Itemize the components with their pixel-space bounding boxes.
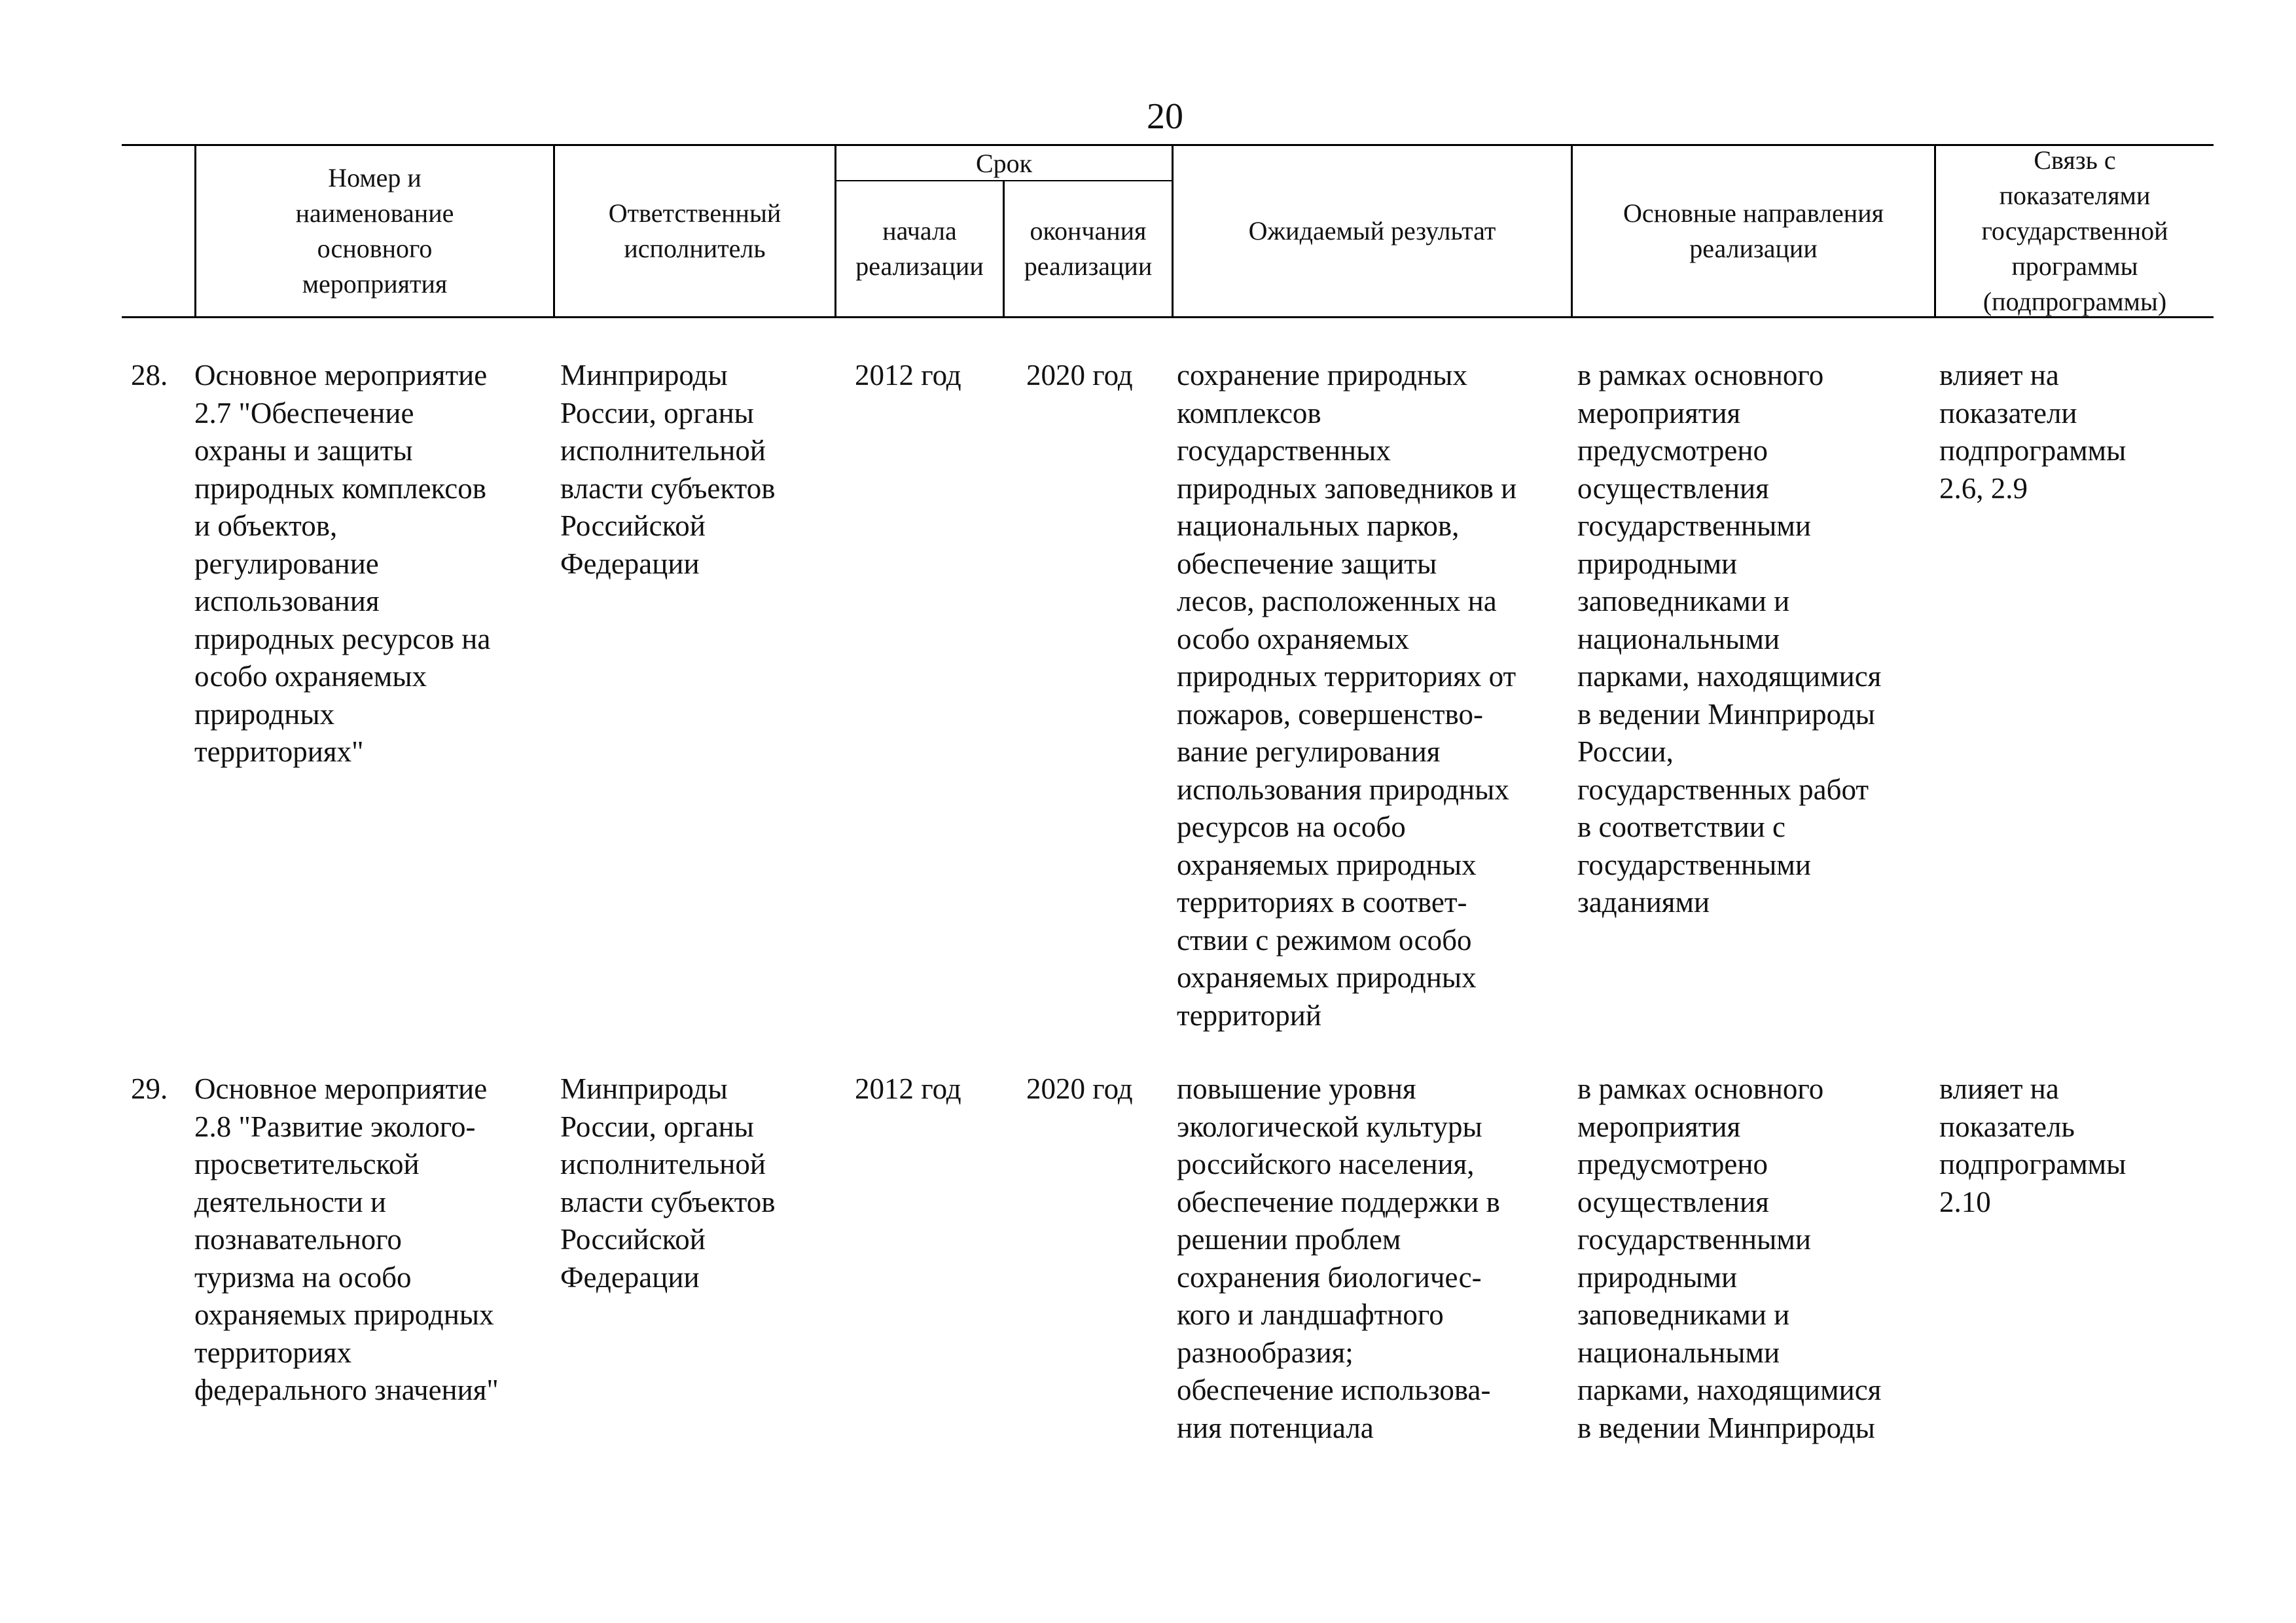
- header-end: окончания реализации: [1024, 216, 1153, 281]
- header-start: начала реализации: [855, 216, 984, 281]
- page-number: 20: [1147, 96, 1183, 137]
- row-directions: в рамках основного мероприятия предусмотрено осуществления государственными природными заповедниками и национальными парками, находящимися в ведении Минприроды России, государственных работ в соответствии с государственными заданиями: [1577, 359, 1882, 919]
- row-start: 2012 год: [855, 1072, 961, 1105]
- row-end: 2020 год: [1026, 359, 1133, 392]
- header-directions: Основные направления реализации: [1623, 198, 1884, 263]
- row-name: Основное мероприятие 2.8 "Развитие эколого- просветительской деятельности и познавательного туризма на особо охраняемых природных территориях федерального значения": [194, 1072, 499, 1406]
- row-result: сохранение природных комплексов государственных природных заповедников и национальных парков, обеспечение защиты лесов, расположенных на особо охраняемых природных территориях от пожаров, совершенство- вание регулирования использования природных ресурсов на особо охраняемых природных территориях в соответ- ствии с режимом особо охраняемых природных территорий: [1177, 359, 1517, 1032]
- row-result: повышение уровня экологической культуры российского населения, обеспечение поддержки в решении проблем сохранения биологичес- кого и ландшафтного разнообразия; обеспечение использова- ния потенциала: [1177, 1072, 1500, 1444]
- header-executor: Ответственный исполнитель: [608, 198, 781, 263]
- row-executor: Минприроды России, органы исполнительной власти субъектов Российской Федерации: [560, 1072, 776, 1294]
- row-name: Основное мероприятие 2.7 "Обеспечение охраны и защиты природных комплексов и объектов, регулирование использования природных ресурсов на особо охраняемых природных территориях": [194, 359, 491, 768]
- header-link: Связь с показателями государственной программы (подпрограммы): [1981, 145, 2168, 316]
- row-number: 28.: [131, 359, 168, 392]
- header-term: Срок: [975, 148, 1033, 178]
- row-directions: в рамках основного мероприятия предусмотрено осуществления государственными природными заповедниками и национальными парками, находящимися в ведении Минприроды: [1577, 1072, 1882, 1444]
- row-link: влияет на показатель подпрограммы 2.10: [1939, 1072, 2126, 1218]
- row-end: 2020 год: [1026, 1072, 1133, 1105]
- header-top-rule: [122, 144, 2214, 146]
- row-executor: Минприроды России, органы исполнительной власти субъектов Российской Федерации: [560, 359, 776, 580]
- row-start: 2012 год: [855, 359, 961, 392]
- header-result: Ожидаемый результат: [1248, 216, 1496, 246]
- header-bottom-rule: [122, 316, 2214, 318]
- row-number: 29.: [131, 1072, 168, 1105]
- header-name: Номер и наименование основного мероприятия: [295, 163, 454, 299]
- row-link: влияет на показатели подпрограммы 2.6, 2.9: [1939, 359, 2126, 505]
